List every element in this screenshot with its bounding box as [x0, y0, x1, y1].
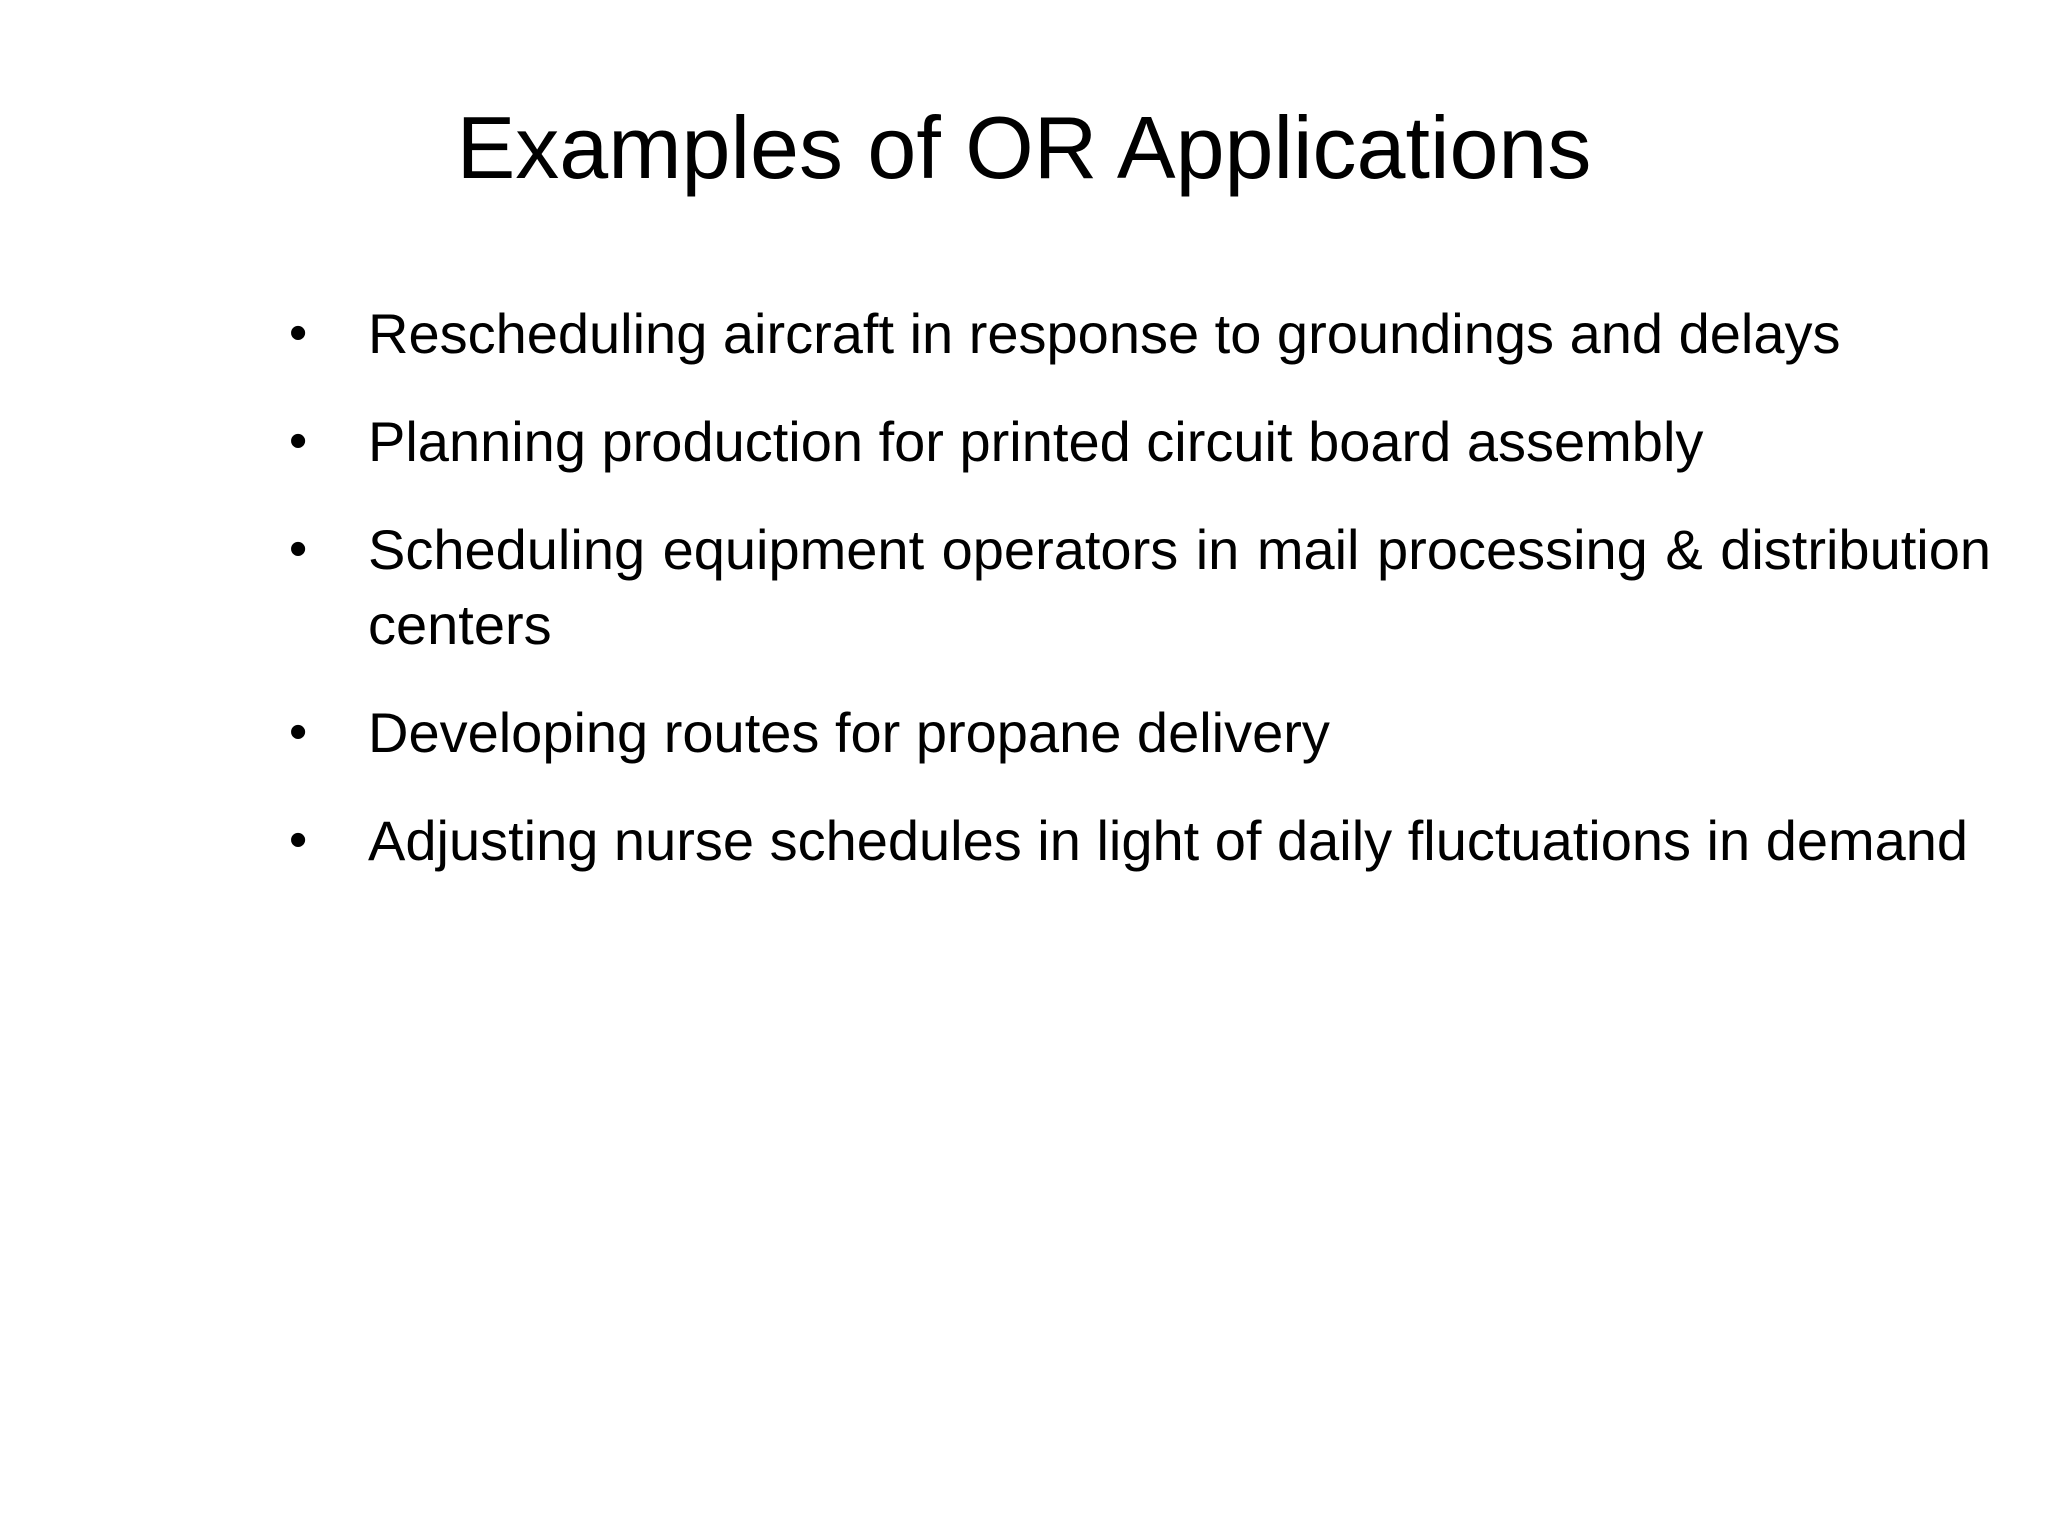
bullet-dot-icon: •: [289, 703, 308, 761]
bullet-item: [285, 296, 1991, 371]
bullet-dot-icon: •: [289, 520, 308, 578]
bullet-dot-icon: •: [289, 412, 308, 470]
bullet-dot-icon: •: [289, 811, 308, 869]
bullet-text: Developing routes for propane delivery: [368, 701, 1330, 764]
bullet-item: [285, 404, 1991, 479]
bullet-text: Rescheduling aircraft in response to groundings and delays: [368, 302, 1841, 365]
slide-title: Examples of OR Applications: [456, 98, 1592, 197]
bullet-item: [285, 512, 1991, 662]
bullet-text: Adjusting nurse schedules in light of daily fluctuations in demand: [368, 809, 1969, 872]
bullet-item: [285, 803, 1991, 878]
bullet-item: [285, 695, 1991, 770]
bullet-list: [285, 296, 1991, 911]
bullet-text: Planning production for printed circuit board assembly: [368, 410, 1704, 473]
bullet-text: Scheduling equipment operators in mail processing & distribution centers: [368, 518, 1991, 656]
bullet-dot-icon: •: [289, 304, 308, 362]
